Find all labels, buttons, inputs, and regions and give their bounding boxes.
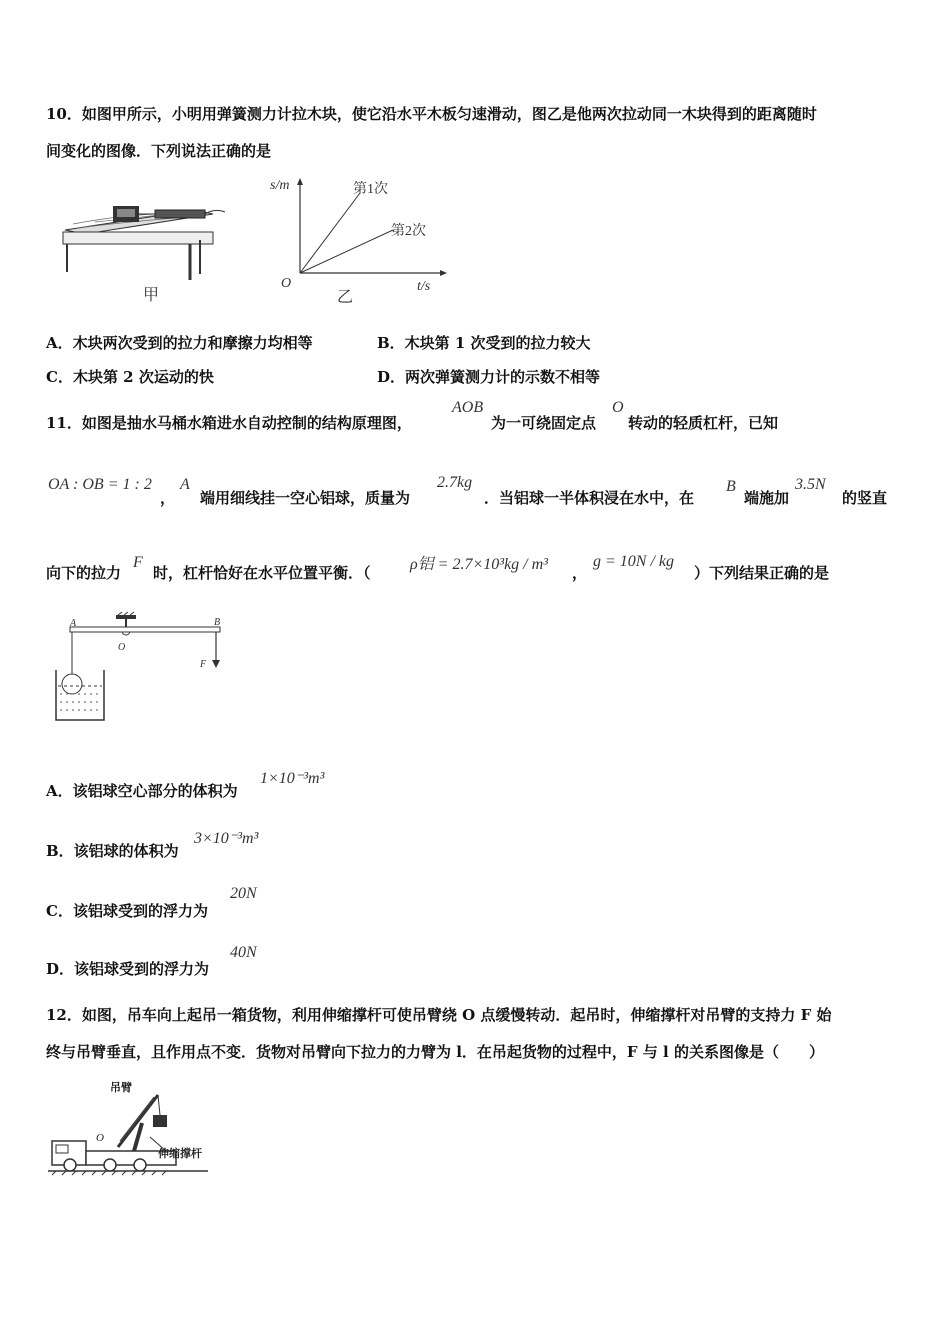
q11-stem-line1-a: 11．如图是抽水马桶水箱进水自动控制的结构原理图， (46, 414, 412, 432)
graph-line2-label: 第2次 (391, 224, 426, 239)
lever-label-a: A (70, 618, 77, 629)
lever-label-f: F (200, 659, 207, 670)
q11-math-mass: 2.7kg (437, 474, 473, 491)
q12-stem-line2: 终与吊臂垂直，且作用点不变．货物对吊臂向下拉力的力臂为 l．在吊起货物的过程中，F 与 l 的关系图像是（ ） (46, 1043, 824, 1061)
q11-stem-line3-a: 向下的拉力 (46, 564, 122, 582)
q11-stem-line1-b: 为一可绕固定点 (491, 414, 597, 432)
q11-stem-line3-b: 时，杠杆恰好在水平位置平衡．（ (153, 564, 371, 582)
q10-stem-line1: 10．如图甲所示，小明用弹簧测力计拉木块，使它沿水平木板匀速滑动，图乙是他两次拉动同一木块得到的距离随时 (46, 105, 817, 123)
q11-stem-line2-c: ．当铝球一半体积浸在水中，在 (484, 489, 695, 507)
graph-origin-label: O (281, 276, 292, 291)
q11-option-d: D．该铝球受到的浮力为 (46, 960, 210, 978)
lever-label-b: B (214, 617, 221, 628)
crane-pivot-label: O (96, 1132, 104, 1144)
q11-option-a-value: 1×10⁻³m³ (260, 770, 325, 787)
q11-option-a: A．该铝球空心部分的体积为 (46, 782, 238, 800)
q11-math-g: g = 10N / kg (593, 553, 675, 570)
q11-option-c: C．该铝球受到的浮力为 (46, 902, 208, 920)
q10-stem-line2: 间变化的图像．下列说法正确的是 (46, 142, 272, 160)
q11-stem-line2-b: 端用细线挂一空心铝球，质量为 (200, 489, 411, 507)
graph-y-axis-label: s/m (270, 178, 290, 193)
q11-math-o: O (612, 399, 624, 416)
q11-option-b: B．该铝球的体积为 (46, 842, 179, 860)
q11-stem-line2-d: 端施加 (744, 489, 790, 507)
q11-math-force: 3.5N (795, 476, 826, 493)
graph-line1-label: 第1次 (353, 182, 388, 197)
q10-option-d: D．两次弹簧测力计的示数不相等 (377, 368, 601, 386)
q10-figure-yi-graph (270, 175, 450, 306)
fig-yi-label: 乙 (337, 289, 354, 306)
crane-rod-label: 伸缩撑杆 (158, 1148, 202, 1160)
q11-math-a: A (180, 476, 190, 493)
q10-option-c: C．木块第 2 次运动的快 (46, 368, 214, 386)
q11-stem-line3-c: ）下列结果正确的是 (694, 564, 830, 582)
q11-option-c-value: 20N (230, 885, 257, 902)
lever-label-o: O (118, 642, 126, 653)
graph-x-axis-label: t/s (417, 279, 431, 294)
q10-option-b: B．木块第 1 次受到的拉力较大 (377, 334, 591, 352)
q11-math-density: ρ铝 = 2.7×10³kg / m³ (410, 556, 548, 573)
q11-math-b: B (726, 478, 736, 495)
q10-option-a: A．木块两次受到的拉力和摩擦力均相等 (46, 334, 313, 352)
crane-arm-label: 吊臂 (110, 1082, 132, 1094)
q12-crane-figure (48, 1075, 223, 1180)
q10-figure-jia (55, 192, 225, 307)
q11-comma1: ， (160, 489, 176, 507)
q11-math-aob: AOB (452, 399, 484, 416)
q12-stem-line1: 12．如图，吊车向上起吊一箱货物，利用伸缩撑杆可使吊臂绕 O 点缓慢转动．起吊时，伸缩撑杆对吊臂的支持力 F 始 (46, 1006, 832, 1024)
q11-option-d-value: 40N (230, 944, 257, 961)
q11-stem-line2-e: 的竖直 (842, 489, 888, 507)
q11-comma2: ， (572, 564, 588, 582)
q11-math-ratio: OA : OB = 1 : 2 (48, 476, 152, 493)
q11-math-f: F (133, 554, 143, 571)
q11-lever-figure (48, 612, 233, 727)
q11-stem-line1-c: 转动的轻质杠杆，已知 (628, 414, 779, 432)
fig-jia-label: 甲 (143, 287, 160, 304)
q11-option-b-value: 3×10⁻³m³ (194, 830, 259, 847)
